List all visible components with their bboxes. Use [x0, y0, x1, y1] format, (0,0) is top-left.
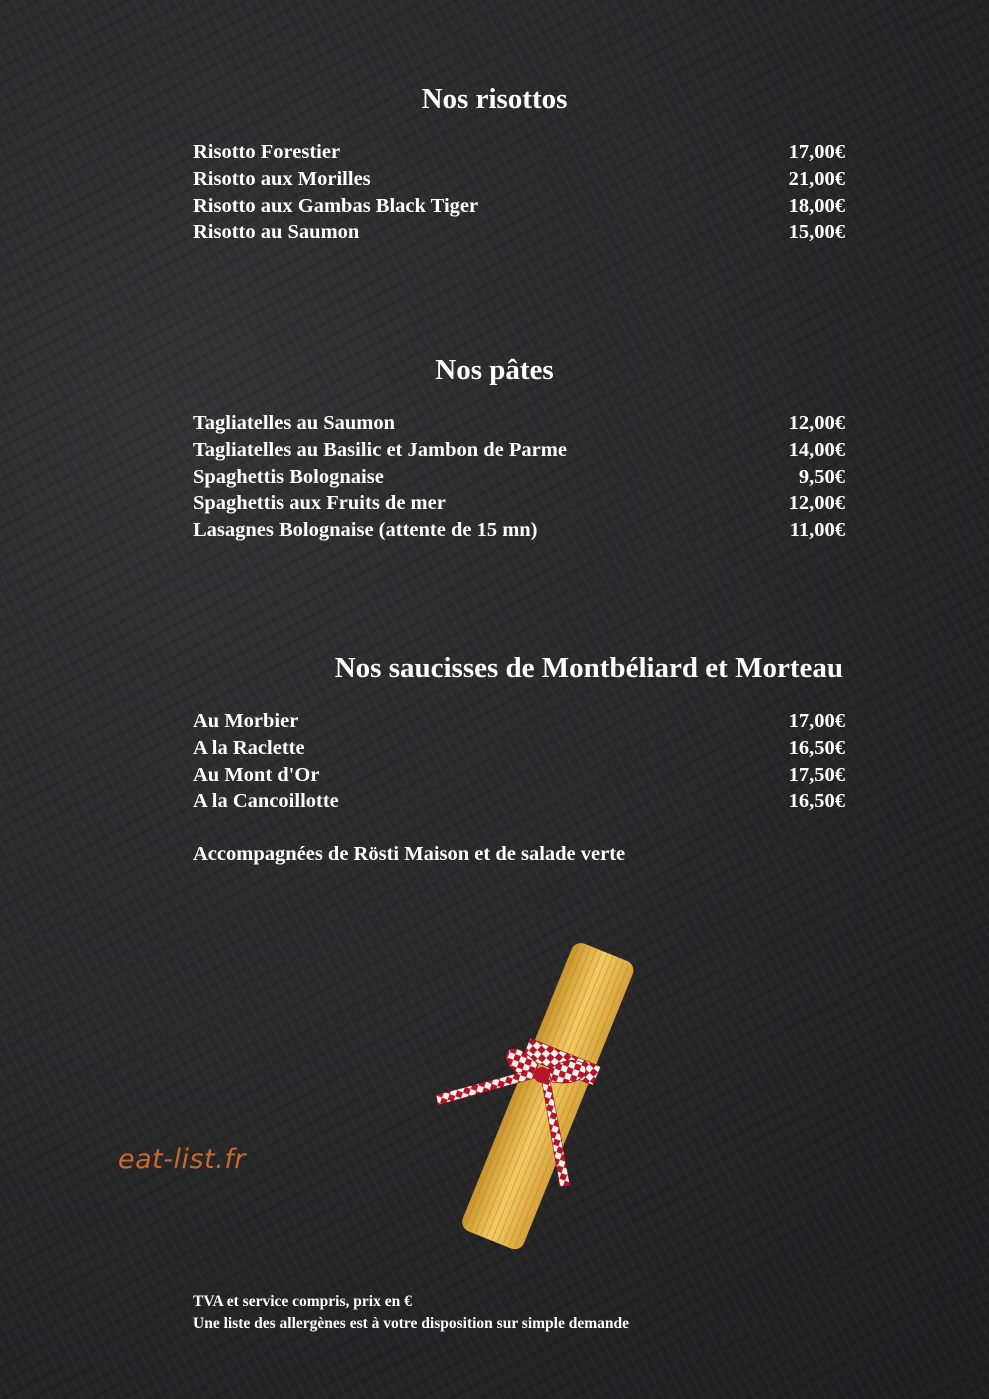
menu-item-name: Lasagnes Bolognaise (attente de 15 mn) — [193, 519, 538, 542]
menu-item — [193, 735, 845, 762]
menu-item — [193, 762, 845, 789]
menu-item — [193, 464, 845, 491]
menu-item-name: Risotto aux Gambas Black Tiger — [193, 194, 479, 217]
section-note: Accompagnées de Rösti Maison et de salade verte — [193, 843, 626, 865]
menu-item — [193, 139, 845, 166]
menu-item-name: Risotto Forestier — [193, 141, 341, 163]
menu-item-name: Au Mont d'Or — [193, 763, 320, 786]
menu-item — [193, 788, 845, 815]
menu-item-price: 12,00€ — [788, 492, 845, 515]
menu-item-price: 21,00€ — [788, 167, 845, 190]
menu-item — [193, 517, 845, 544]
menu-item-price: 18,00€ — [788, 194, 845, 217]
menu-item-price: 17,00€ — [788, 141, 845, 163]
menu-item — [193, 219, 845, 246]
menu-item-price: 16,50€ — [788, 736, 845, 759]
menu-item-price: 17,00€ — [788, 710, 845, 732]
footer-tax-note: TVA et service compris, prix en € — [193, 1293, 412, 1310]
menu-item-price: 16,50€ — [788, 790, 845, 813]
watermark-logo: eat-list.fr — [118, 1144, 246, 1175]
menu-item-name: Risotto aux Morilles — [193, 167, 371, 190]
footer-allergen-note: Une liste des allergènes est à votre disposition sur simple demande — [193, 1315, 630, 1332]
menu-item — [193, 708, 845, 735]
section-title-saucisses: Nos saucisses de Montbéliard et Morteau — [334, 652, 843, 684]
spaghetti-bundle-with-checkered-ribbon-icon — [420, 930, 670, 1260]
section-title-pates: Nos pâtes — [435, 354, 554, 386]
menu-item-name: A la Cancoillotte — [193, 790, 339, 813]
menu-item-name: A la Raclette — [193, 736, 305, 759]
menu-item — [193, 490, 845, 517]
menu-item — [193, 166, 845, 193]
menu-item-price: 14,00€ — [788, 438, 845, 461]
menu-list-pates — [193, 410, 845, 544]
menu-item-name: Tagliatelles au Saumon — [193, 412, 396, 434]
menu-item-price: 15,00€ — [788, 221, 845, 244]
section-title-risottos: Nos risottos — [421, 83, 568, 115]
menu-item-name: Tagliatelles au Basilic et Jambon de Parme — [193, 438, 567, 461]
menu-item-name: Risotto au Saumon — [193, 221, 360, 244]
menu-item-name: Spaghettis aux Fruits de mer — [193, 492, 446, 515]
footer — [193, 1291, 629, 1335]
menu-item — [193, 437, 845, 464]
menu-item-name: Spaghettis Bolognaise — [193, 465, 384, 488]
menu-item — [193, 410, 845, 437]
menu-list-risottos — [193, 139, 845, 246]
menu-item-price: 17,50€ — [788, 763, 845, 786]
menu-list-saucisses — [193, 708, 845, 815]
menu-item-price: 9,50€ — [798, 465, 845, 488]
menu-item — [193, 193, 845, 220]
menu-item-name: Au Morbier — [193, 710, 299, 732]
menu-item-price: 11,00€ — [789, 519, 845, 542]
menu-item-price: 12,00€ — [788, 412, 845, 434]
